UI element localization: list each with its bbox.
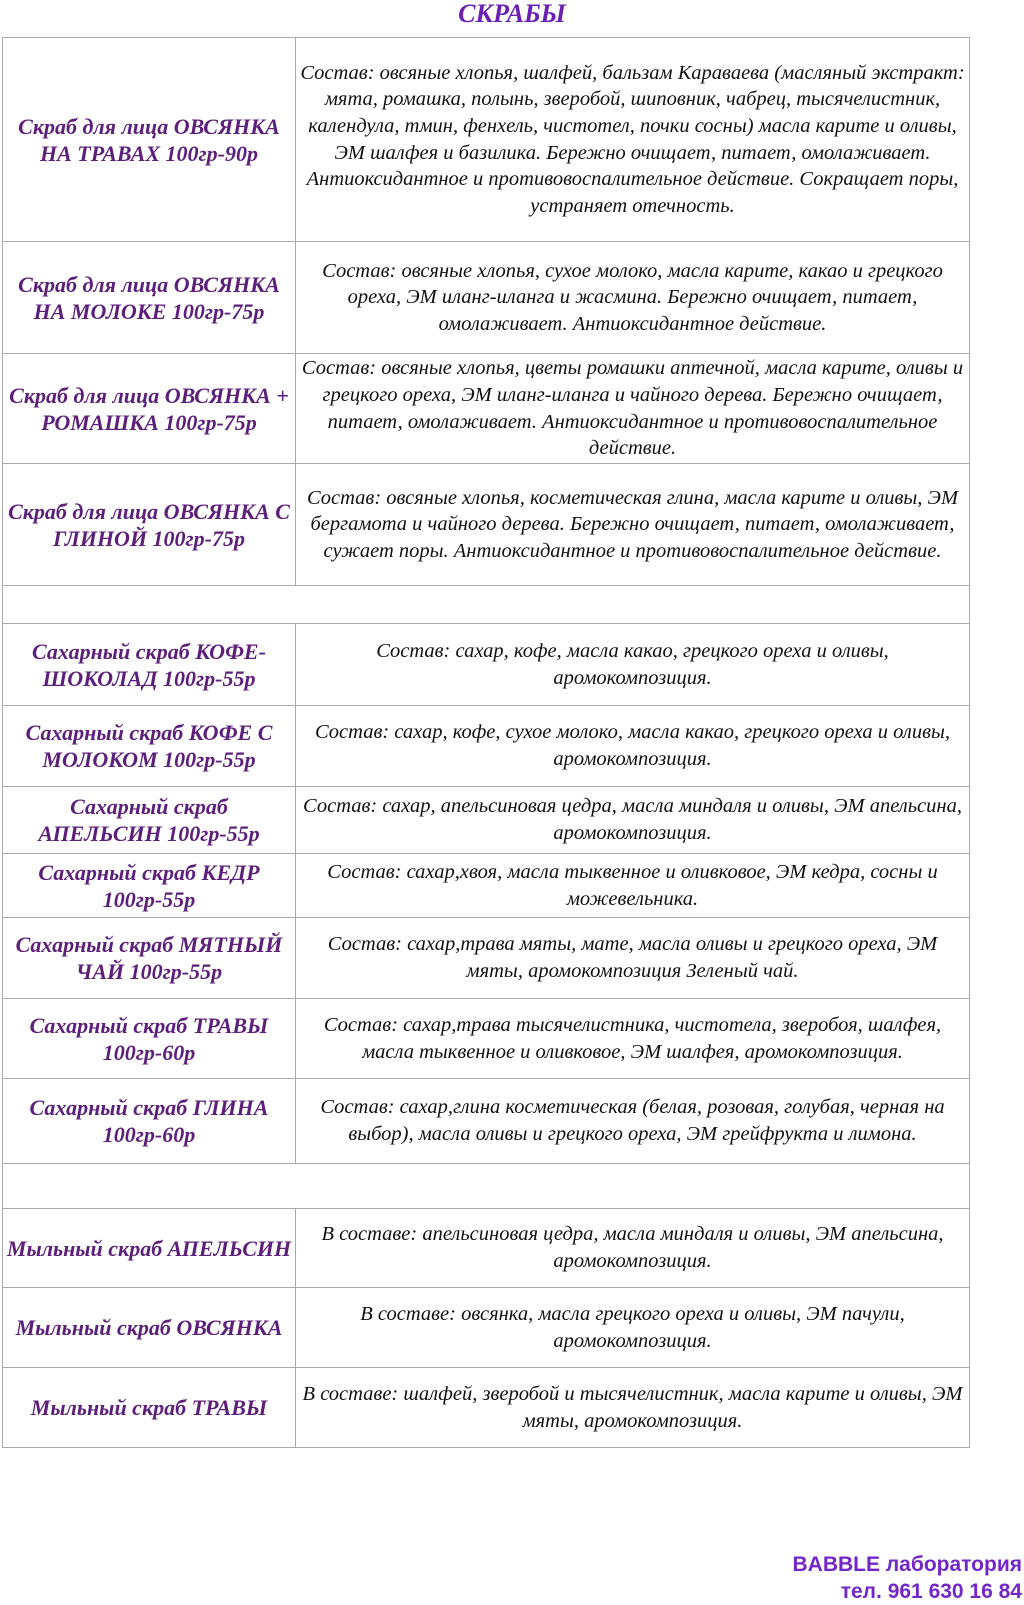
product-name: Сахарный скраб МЯТНЫЙ ЧАЙ 100гр-55р — [3, 918, 296, 999]
product-name: Сахарный скраб КОФЕ-ШОКОЛАД 100гр-55р — [3, 624, 296, 706]
product-name: Сахарный скраб КЕДР 100гр-55р — [3, 854, 296, 918]
table-row — [3, 854, 970, 918]
product-description: В составе: овсянка, масла грецкого ореха и оливы, ЭМ пачули, аромокомпозиция. — [296, 1288, 970, 1368]
product-description: Состав: овсяные хлопья, цветы ромашки аптечной, масла карите, оливы и грецкого ореха, ЭМ иланг-иланга и чайного дерева. Бережно очищает, питает, омолаживает. Антиоксидантное и противовоспалительное действие. — [296, 354, 970, 464]
phone-number: тел. 961 630 16 84 — [840, 1580, 1022, 1603]
spacer-row — [3, 586, 970, 624]
product-name: Скраб для лица ОВСЯНКА + РОМАШКА 100гр-75р — [3, 354, 296, 464]
table-row — [3, 918, 970, 999]
product-description: В составе: шалфей, зверобой и тысячелистник, масла карите и оливы, ЭМ мяты, аромокомпозиция. — [296, 1368, 970, 1448]
table-row — [3, 1288, 970, 1368]
footer — [793, 1551, 1022, 1605]
price-table — [2, 37, 970, 1448]
product-name: Мыльный скраб ТРАВЫ — [3, 1368, 296, 1448]
product-name: Сахарный скраб КОФЕ С МОЛОКОМ 100гр-55р — [3, 706, 296, 787]
product-name: Сахарный скраб ТРАВЫ 100гр-60р — [3, 999, 296, 1079]
table-row — [3, 624, 970, 706]
table-row — [3, 464, 970, 586]
product-description: Состав: овсяные хлопья, шалфей, бальзам Караваева (масляный экстракт: мята, ромашка, полынь, зверобой, шиповник, чабрец, тысячелистник, календула, тмин, фенхель, чистотел, почки сосны) масла карите и оливы, ЭМ шалфея и базилика. Бережно очищает, питает, омолаживает. Антиоксидантное и противовоспалительное действие. Сокращает поры, устраняет отечность. — [296, 38, 970, 242]
product-name: Скраб для лица ОВСЯНКА НА ТРАВАХ 100гр-90р — [3, 38, 296, 242]
table-row — [3, 1209, 970, 1288]
table-row — [3, 706, 970, 787]
product-description: Состав: сахар,трава мяты, мате, масла оливы и грецкого ореха, ЭМ мяты, аромокомпозиция Зеленый чай. — [296, 918, 970, 999]
product-description: В составе: апельсиновая цедра, масла миндаля и оливы, ЭМ апельсина, аромокомпозиция. — [296, 1209, 970, 1288]
product-description: Состав: овсяные хлопья, косметическая глина, масла карите и оливы, ЭМ бергамота и чайного дерева. Бережно очищает, питает, омолаживает, сужает поры. Антиоксидантное и противовоспалительное действие. — [296, 464, 970, 586]
product-name: Скраб для лица ОВСЯНКА НА МОЛОКЕ 100гр-75р — [3, 242, 296, 354]
product-description: Состав: овсяные хлопья, сухое молоко, масла карите, какао и грецкого ореха, ЭМ иланг-иланга и жасмина. Бережно очищает, питает, омолаживает. Антиоксидантное действие. — [296, 242, 970, 354]
table-row — [3, 38, 970, 242]
spacer-cell — [3, 586, 970, 624]
product-name: Мыльный скраб АПЕЛЬСИН — [3, 1209, 296, 1288]
page-title: СКРАБЫ — [458, 0, 566, 28]
table-row — [3, 999, 970, 1079]
product-name: Мыльный скраб ОВСЯНКА — [3, 1288, 296, 1368]
table-row — [3, 354, 970, 464]
product-name: Сахарный скраб АПЕЛЬСИН 100гр-55р — [3, 787, 296, 854]
product-name: Скраб для лица ОВСЯНКА С ГЛИНОЙ 100гр-75р — [3, 464, 296, 586]
table-row — [3, 1079, 970, 1164]
product-description: Состав: сахар, кофе, масла какао, грецкого ореха и оливы, аромокомпозиция. — [296, 624, 970, 706]
spacer-cell — [3, 1164, 970, 1209]
product-description: Состав: сахар, апельсиновая цедра, масла миндаля и оливы, ЭМ апельсина, аромокомпозиция. — [296, 787, 970, 854]
table-row — [3, 1368, 970, 1448]
table-row — [3, 787, 970, 854]
spacer-row — [3, 1164, 970, 1209]
table-row — [3, 242, 970, 354]
product-description: Состав: сахар,хвоя, масла тыквенное и оливковое, ЭМ кедра, сосны и можевельника. — [296, 854, 970, 918]
brand-name: BABBLE лаборатория — [792, 1553, 1022, 1576]
product-name: Сахарный скраб ГЛИНА 100гр-60р — [3, 1079, 296, 1164]
product-description: Состав: сахар,глина косметическая (белая, розовая, голубая, черная на выбор), масла оливы и грецкого ореха, ЭМ грейфрукта и лимона. — [296, 1079, 970, 1164]
product-description: Состав: сахар, кофе, сухое молоко, масла какао, грецкого ореха и оливы, аромокомпозиция. — [296, 706, 970, 787]
product-description: Состав: сахар,трава тысячелистника, чистотела, зверобоя, шалфея, масла тыквенное и оливковое, ЭМ шалфея, аромокомпозиция. — [296, 999, 970, 1079]
